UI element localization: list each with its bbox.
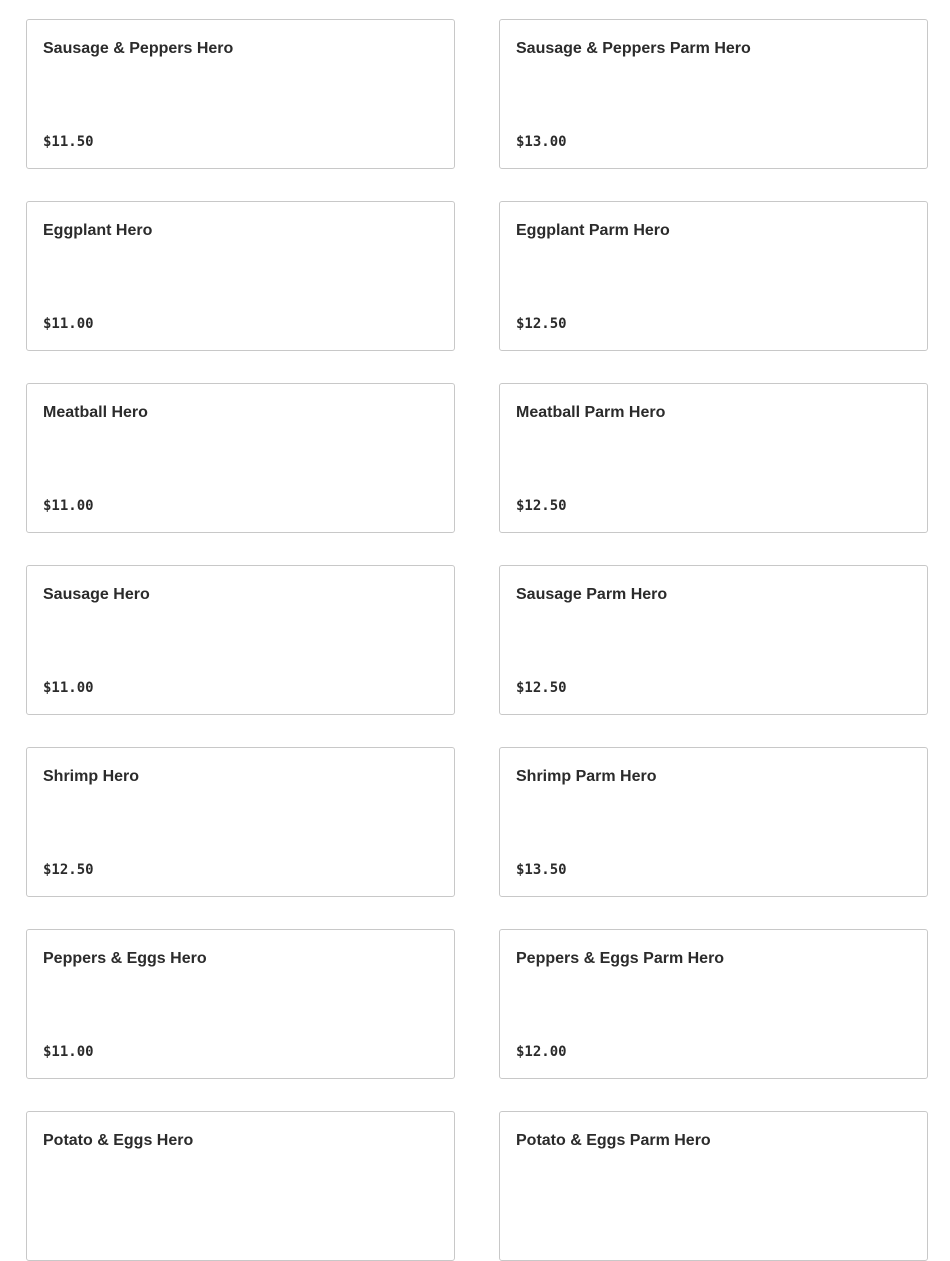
menu-item-card[interactable] [499,383,928,533]
menu-item-name: Eggplant Parm Hero [516,222,670,239]
menu-item-name: Sausage Hero [43,586,150,603]
menu-item-card[interactable] [499,19,928,169]
menu-item-card[interactable] [499,929,928,1079]
menu-item-price: $12.50 [516,498,567,514]
menu-item-name: Meatball Hero [43,404,148,421]
menu-item-name: Peppers & Eggs Parm Hero [516,950,725,967]
menu-item-price: $12.50 [516,316,567,332]
menu-item-name: Sausage & Peppers Parm Hero [516,40,751,57]
menu-item-name: Peppers & Eggs Hero [43,950,207,967]
menu-item-price: $12.50 [516,680,567,696]
menu-item-name: Eggplant Hero [43,222,153,239]
menu-item-card[interactable] [26,383,455,533]
menu-item-price: $13.50 [516,862,567,878]
menu-item-name: Potato & Eggs Parm Hero [516,1132,711,1149]
menu-item-name: Potato & Eggs Hero [43,1132,194,1149]
menu-item-card[interactable] [26,1111,455,1261]
menu-item-price: $11.00 [43,680,94,696]
menu-item-name: Sausage Parm Hero [516,586,668,603]
menu-item-name: Shrimp Hero [43,768,140,785]
menu-item-card[interactable] [499,565,928,715]
menu-item-card[interactable] [499,1111,928,1261]
menu-item-card[interactable] [26,929,455,1079]
menu-item-name: Shrimp Parm Hero [516,768,657,785]
menu-item-price: $11.50 [43,134,94,150]
menu-item-name: Meatball Parm Hero [516,404,666,421]
menu-item-price: $11.00 [43,316,94,332]
menu-item-card[interactable] [499,747,928,897]
menu-item-card[interactable] [26,565,455,715]
menu-item-card[interactable] [26,747,455,897]
menu-item-price: $13.00 [516,134,567,150]
menu-item-card[interactable] [499,201,928,351]
menu-item-price: $12.00 [516,1044,567,1060]
menu-item-price: $11.00 [43,498,94,514]
menu-item-price: $12.50 [43,862,94,878]
menu-item-card[interactable] [26,201,455,351]
menu-item-price: $11.00 [43,1044,94,1060]
menu-item-grid [26,19,928,1261]
menu-item-card[interactable] [26,19,455,169]
menu-item-name: Sausage & Peppers Hero [43,40,234,57]
